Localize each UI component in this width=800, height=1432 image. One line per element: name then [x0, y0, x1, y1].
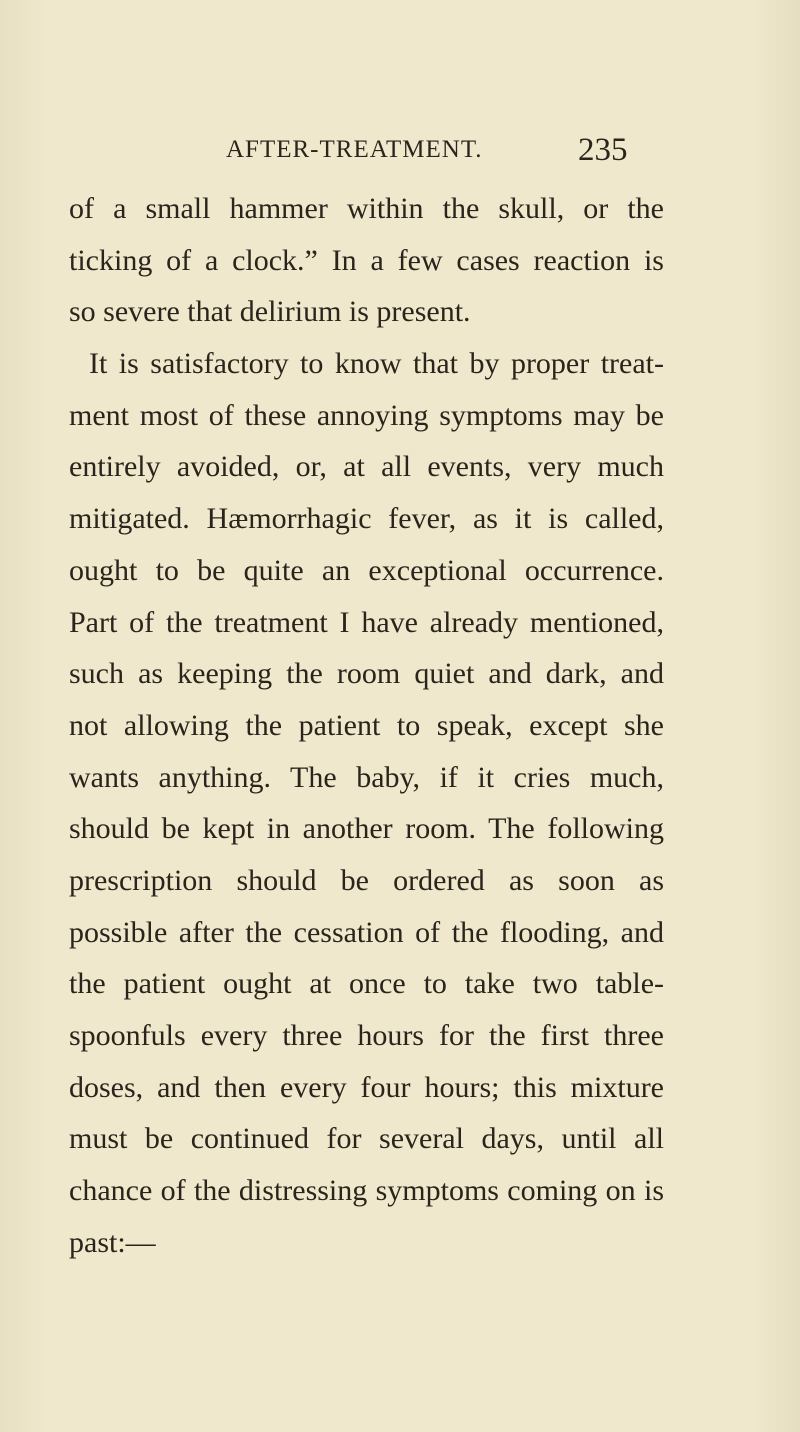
- text-line: ought to be quite an exceptional occurrence.: [69, 553, 664, 587]
- text-line: not allowing the patient to speak, except she: [69, 708, 664, 742]
- body-text: [69, 183, 664, 1268]
- text-line: entirely avoided, or, at all events, very much: [69, 450, 664, 484]
- text-line: the patient ought at once to take two table-: [69, 967, 664, 1001]
- text-line: doses, and then every four hours; this mixture: [69, 1070, 664, 1104]
- text-line: It is satisfactory to know that by proper treat-: [89, 347, 664, 381]
- text-line: so severe that delirium is present.: [69, 295, 471, 329]
- text-line: Part of the treatment I have already mentioned,: [69, 605, 664, 639]
- page-number: 235: [578, 132, 628, 168]
- text-line: prescription should be ordered as soon as: [69, 863, 664, 897]
- text-line: wants anything. The baby, if it cries much,: [69, 760, 664, 794]
- text-line: mitigated. Hæmorrhagic fever, as it is called,: [69, 502, 664, 536]
- text-line: must be continued for several days, until all: [69, 1122, 664, 1156]
- text-line: such as keeping the room quiet and dark, and: [69, 657, 664, 691]
- text-line: spoonfuls every three hours for the first three: [69, 1019, 664, 1052]
- text-line: chance of the distressing symptoms coming on is: [69, 1174, 664, 1208]
- text-line: possible after the cessation of the flooding, and: [69, 915, 664, 949]
- text-line: should be kept in another room. The following: [69, 812, 664, 846]
- text-line: past:—: [69, 1225, 156, 1259]
- text-line: ment most of these annoying symptoms may be: [69, 398, 664, 432]
- text-line: ticking of a clock.” In a few cases reaction is: [69, 243, 664, 277]
- running-title: AFTER-TREATMENT.: [226, 136, 483, 163]
- page-header: [0, 132, 800, 176]
- text-line: of a small hammer within the skull, or the: [69, 192, 664, 225]
